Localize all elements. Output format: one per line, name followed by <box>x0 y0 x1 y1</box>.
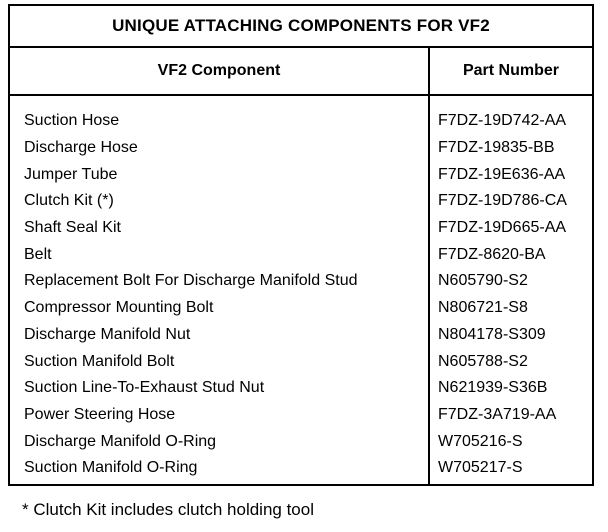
table-row <box>10 108 592 135</box>
component-cell: Discharge Manifold O-Ring <box>24 432 217 450</box>
component-cell: Shaft Seal Kit <box>24 219 121 237</box>
part-number-cell: N605788-S2 <box>438 352 528 370</box>
table-row <box>10 375 592 402</box>
header-vf2-component: VF2 Component <box>157 62 281 79</box>
component-cell: Compressor Mounting Bolt <box>24 299 214 317</box>
part-number-cell: N605790-S2 <box>438 272 528 290</box>
component-cell: Suction Hose <box>24 112 120 130</box>
part-number-cell: N806721-S8 <box>438 299 528 317</box>
table-row <box>10 215 592 242</box>
part-number-cell: F7DZ-19D742-AA <box>438 112 567 130</box>
table-row <box>10 135 592 162</box>
component-cell: Discharge Manifold Nut <box>24 325 191 343</box>
component-cell: Suction Line-To-Exhaust Stud Nut <box>24 379 265 397</box>
component-cell: Jumper Tube <box>24 165 118 183</box>
table-body <box>10 108 592 482</box>
table-row <box>10 268 592 295</box>
table-row <box>10 455 592 482</box>
part-number-cell: W705216-S <box>438 432 523 450</box>
component-cell: Replacement Bolt For Discharge Manifold Stud <box>24 272 358 290</box>
component-cell: Belt <box>24 245 52 263</box>
table-title: UNIQUE ATTACHING COMPONENTS FOR VF2 <box>10 6 592 48</box>
table-row <box>10 295 592 322</box>
part-number-cell: F7DZ-8620-BA <box>438 245 546 263</box>
footnote: * Clutch Kit includes clutch holding tool <box>22 500 314 519</box>
table-row <box>10 241 592 268</box>
part-number-cell: F7DZ-3A719-AA <box>438 405 557 423</box>
part-number-cell: N804178-S309 <box>438 325 546 343</box>
table-row <box>10 188 592 215</box>
table-header-row <box>10 48 592 96</box>
part-number-cell: F7DZ-19D665-AA <box>438 219 567 237</box>
component-cell: Power Steering Hose <box>24 405 176 423</box>
table-row <box>10 161 592 188</box>
components-table <box>8 4 594 486</box>
component-cell: Suction Manifold O-Ring <box>24 459 198 477</box>
component-cell: Discharge Hose <box>24 139 138 157</box>
component-cell: Clutch Kit (*) <box>24 192 114 210</box>
table-row <box>10 348 592 375</box>
part-number-cell: F7DZ-19E636-AA <box>438 165 566 183</box>
table-row <box>10 322 592 349</box>
part-number-cell: W705217-S <box>438 459 523 477</box>
table-row <box>10 428 592 455</box>
table-row <box>10 402 592 429</box>
part-number-cell: F7DZ-19D786-CA <box>438 192 567 210</box>
part-number-cell: N621939-S36B <box>438 379 548 397</box>
component-cell: Suction Manifold Bolt <box>24 352 175 370</box>
part-number-cell: F7DZ-19835-BB <box>438 139 555 157</box>
header-part-number: Part Number <box>462 62 560 79</box>
